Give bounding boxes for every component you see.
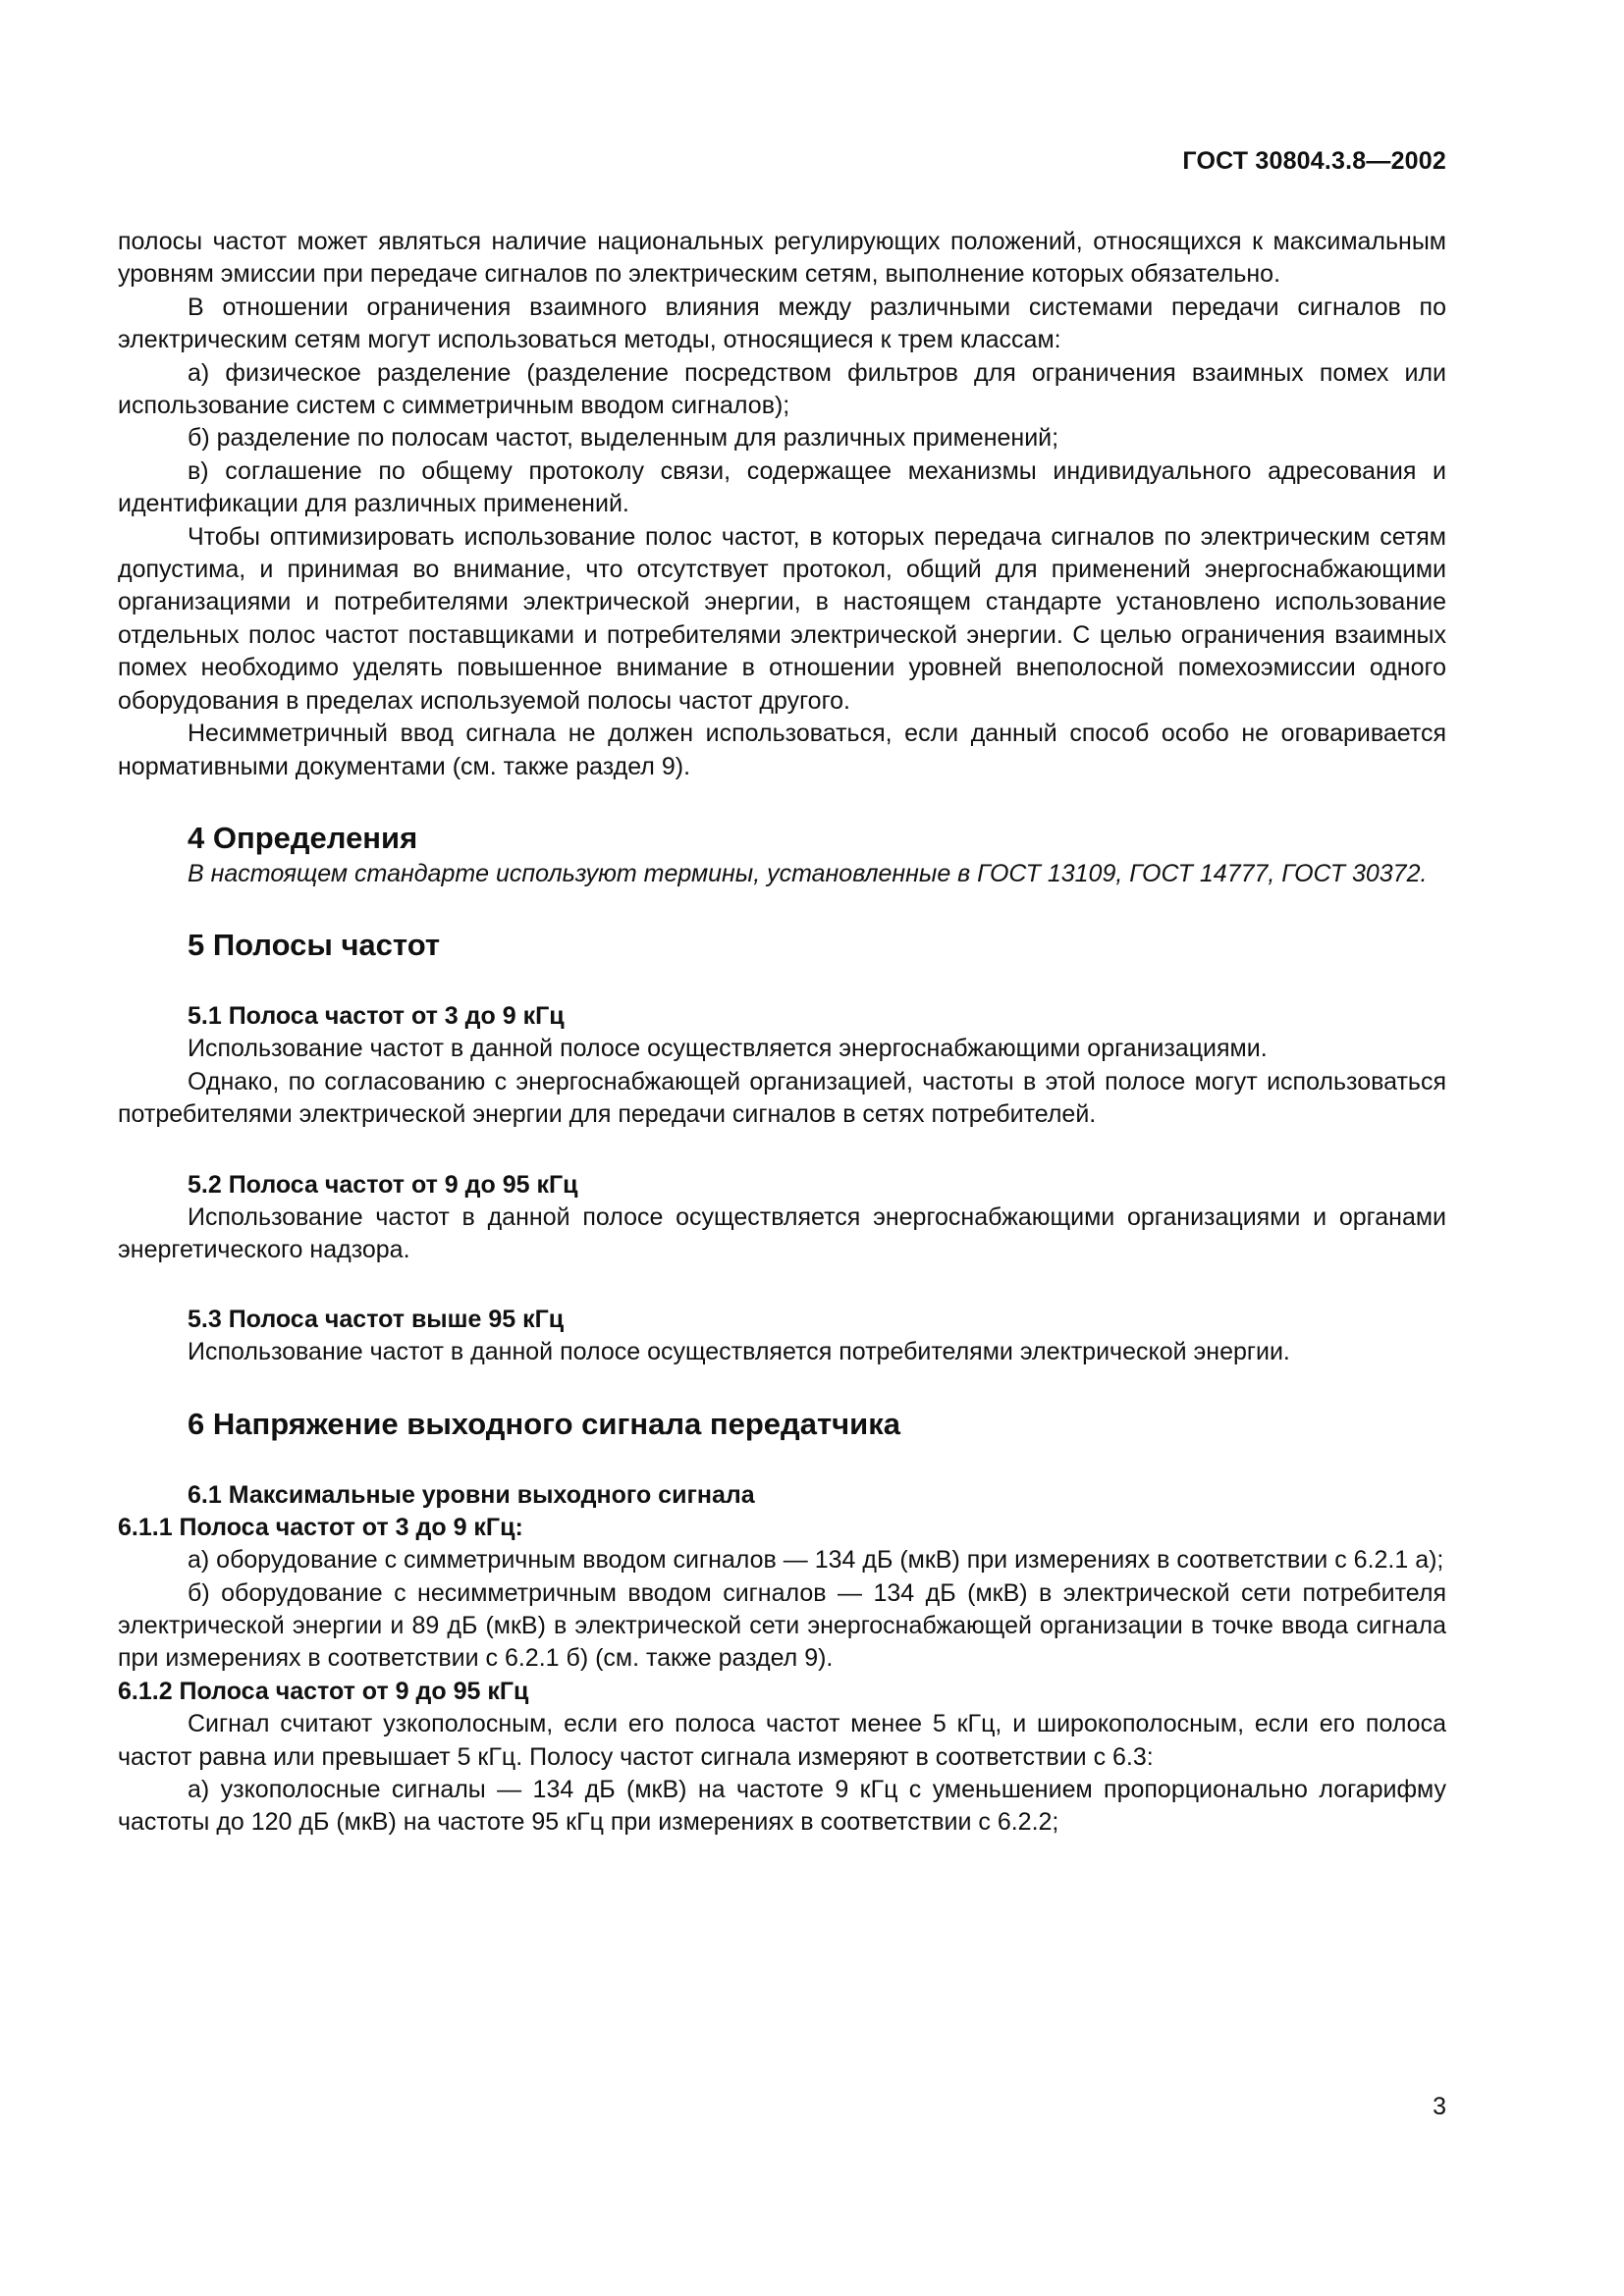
section-6-1-2-paragraph: Сигнал считают узкополосным, если его полоса частот менее 5 кГц, и широкополосным, если его полоса частот равна или превышает 5 кГц. Полосу частот сигнала измеряют в соответствии с 6.3: [118, 1710, 1446, 1771]
intro-paragraph-2: В отношении ограничения взаимного влияния между различными системами передачи сигналов по электрическим сетям могут использоваться методы, относящиеся к трем классам: [118, 293, 1446, 354]
section-6-1-2-item-a: а) узкополосные сигналы — 134 дБ (мкВ) на частоте 9 кГц с уменьшением пропорционально логарифму частоты до 120 дБ (мкВ) на частоте 95 кГц при измерениях в соответствии с 6.2.2; [118, 1776, 1446, 1837]
section-4-heading: 4 Определения [188, 820, 418, 855]
intro-paragraph-3: Чтобы оптимизировать использование полос частот, в которых передача сигналов по электрическим сетям допустима, и принимая во внимание, что отсутствует протокол, общий для применений энергоснабжающими организациями и потребителями электрической энергии, в настоящем стандарте установлено использование отдельных полос частот поставщиками и потребителями электрической энергии. С целью ограничения взаимных помех необходимо уделять повышенное внимание в отношении уровней внеполосной помехоэмиссии одного оборудования в пределах используемой полосы частот другого. [118, 522, 1446, 715]
section-5-1-paragraph-2: Однако, по согласованию с энергоснабжающей организацией, частоты в этой полосе могут использоваться потребителями электрической энергии для передачи сигналов в сетях потребителей. [118, 1067, 1446, 1129]
section-6-1-1-item-b: б) оборудование с несимметричным вводом сигналов — 134 дБ (мкВ) в электрической сети потребителя электрической энергии и 89 дБ (мкВ) в электрической сети энергоснабжающей организации в точке ввода сигнала при измерениях в соответствии с 6.2.1 б) (см. также раздел 9). [118, 1578, 1446, 1673]
page-number: 3 [1433, 2093, 1446, 2120]
section-5-1-heading: 5.1 Полоса частот от 3 до 9 кГц [188, 1002, 565, 1031]
section-5-1-paragraph-1: Использование частот в данной полосе осуществляется энергоснабжающими организациями. [188, 1035, 1268, 1063]
section-6-1-1-heading: 6.1.1 Полоса частот от 3 до 9 кГц: [118, 1513, 523, 1541]
intro-paragraph-1: полосы частот может являться наличие национальных регулирующих положений, относящихся к максимальным уровням эмиссии при передаче сигналов по электрическим сетям, выполнение которых обязательно. [118, 228, 1446, 289]
intro-list-item-c: в) соглашение по общему протоколу связи, содержащее механизмы индивидуального адресования и идентификации для различных применений. [118, 456, 1446, 518]
section-6-1-2-heading: 6.1.2 Полоса частот от 9 до 95 кГц [118, 1677, 529, 1705]
intro-paragraph-4: Несимметричный ввод сигнала не должен использоваться, если данный способ особо не оговаривается нормативными документами (см. также раздел 9). [118, 720, 1446, 780]
intro-list-item-a: а) физическое разделение (разделение посредством фильтров для ограничения взаимных помех или использование систем с симметричным вводом сигналов); [118, 358, 1446, 420]
section-5-3-heading: 5.3 Полоса частот выше 95 кГц [188, 1306, 565, 1334]
section-5-3-paragraph: Использование частот в данной полосе осуществляется потребителями электрической энергии. [188, 1338, 1290, 1366]
section-6-1-1-item-a: а) оборудование с симметричным вводом сигналов — 134 дБ (мкВ) при измерениях в соответствии с 6.2.1 а); [188, 1546, 1444, 1575]
page-content [118, 226, 1446, 1840]
section-5-2-paragraph: Использование частот в данной полосе осуществляется энергоснабжающими организациями и органами энергетического надзора. [118, 1202, 1446, 1263]
section-6-1-heading: 6.1 Максимальные уровни выходного сигнала [188, 1480, 755, 1509]
document-code: ГОСТ 30804.3.8—2002 [1182, 147, 1446, 175]
section-4-text: В настоящем стандарте используют термины, установленные в ГОСТ 13109, ГОСТ 14777, ГОСТ 30372. [188, 859, 1428, 887]
section-6-heading: 6 Напряжение выходного сигнала передатчика [188, 1406, 900, 1441]
section-5-heading: 5 Полосы частот [188, 928, 441, 963]
intro-list-item-b: б) разделение по полосам частот, выделенным для различных применений; [188, 424, 1059, 453]
section-5-2-heading: 5.2 Полоса частот от 9 до 95 кГц [188, 1170, 578, 1199]
